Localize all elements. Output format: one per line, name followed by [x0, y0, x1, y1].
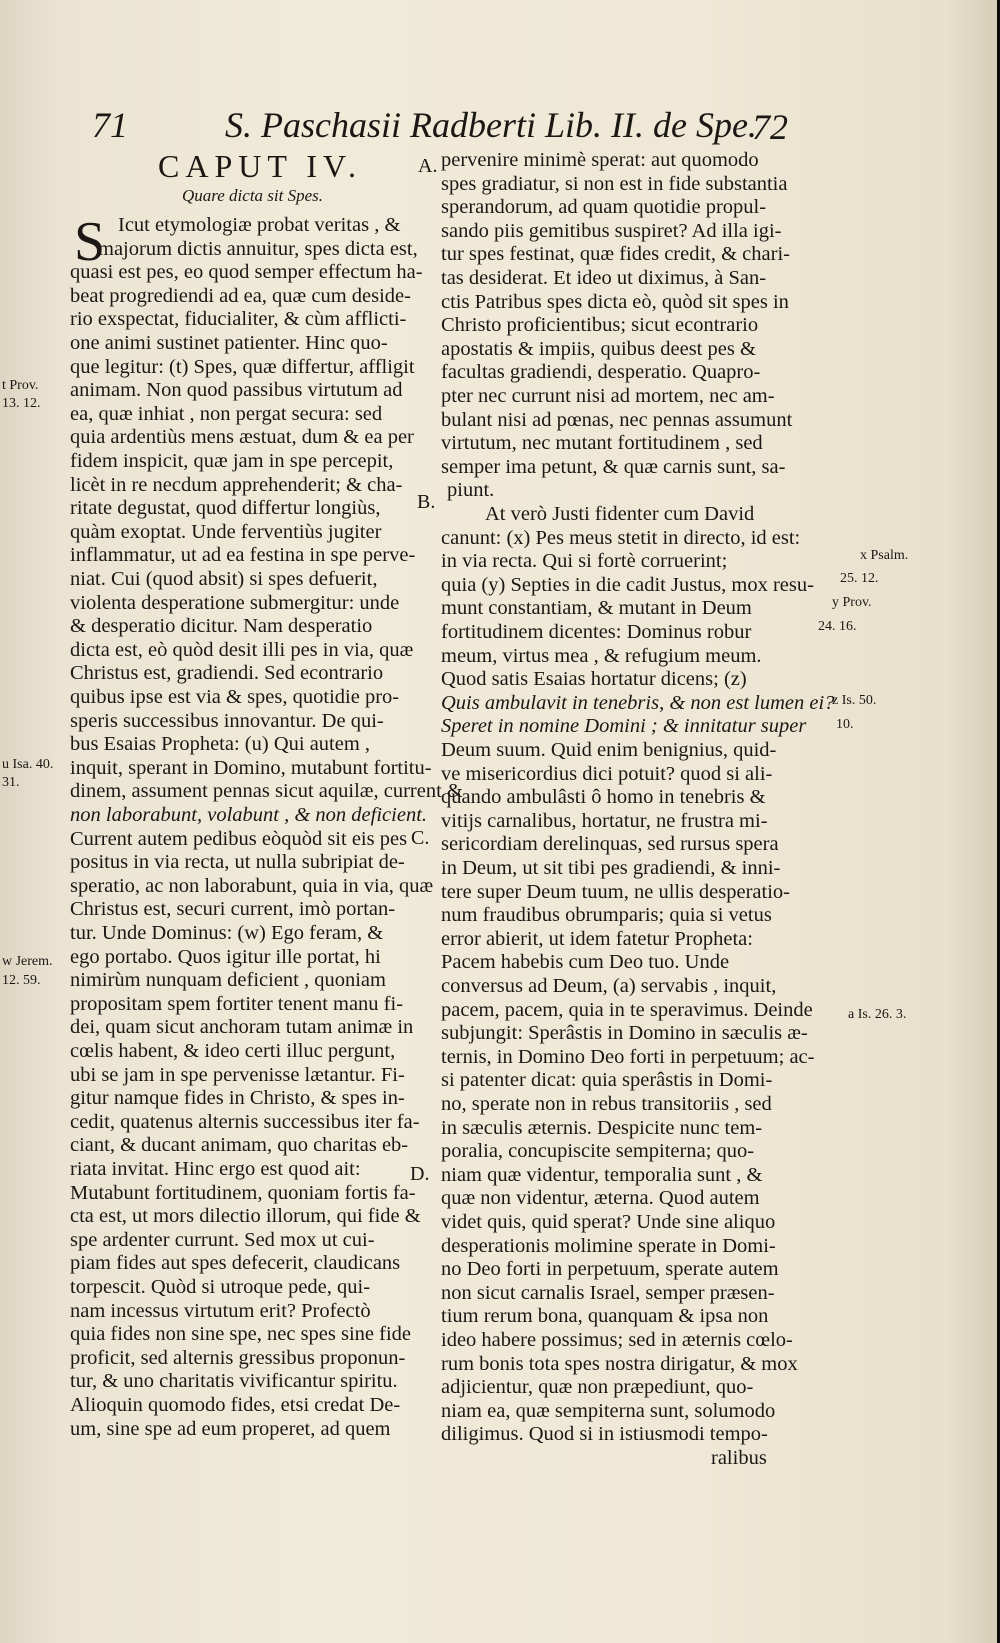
- right-text-line: non sicut carnalis Israel, semper præsen-: [441, 1281, 775, 1304]
- right-text-line: rum bonis tota spes nostra dirigatur, & mox: [441, 1352, 798, 1375]
- right-text-line: in Deum, ut sit tibi pes gradiendi, & inni-: [441, 857, 781, 879]
- left-text-line: inquit, sperant in Domino, mutabunt fortitu-: [70, 756, 432, 779]
- left-text-line: majorum dictis annuitur, spes dicta est,: [98, 237, 418, 260]
- margin-note-right: a Is. 26. 3.: [848, 1007, 907, 1022]
- left-text-line: cta est, ut mors dilectio illorum, qui fide &: [70, 1205, 421, 1228]
- left-text-line: quia ardentiùs mens æstuat, dum & ea per: [70, 426, 414, 449]
- right-text-line: in via recta. Qui si fortè corruerint;: [441, 550, 728, 573]
- left-text-line: speratio, ac non laborabunt, quia in via, quæ: [70, 874, 434, 897]
- right-text-line: munt constantiam, & mutant in Deum: [441, 597, 752, 620]
- left-text-line: beat progrediendi ad ea, quæ cum deside-: [70, 284, 411, 307]
- right-text-line: si patenter dicat: quia sperâstis in Domi-: [441, 1069, 773, 1092]
- right-text-line: in sæculis æternis. Despicite nunc tem-: [441, 1116, 763, 1139]
- section-letter-b: B.: [417, 491, 436, 513]
- left-text-line: um, sine spe ad eum properet, ad quem: [70, 1417, 391, 1440]
- right-text-line: ternis, in Domino Deo forti in perpetuum; ac-: [441, 1045, 815, 1068]
- right-text-line: niam quæ videntur, temporalia sunt , &: [441, 1163, 763, 1186]
- left-text-line: Mutabunt fortitudinem, quoniam fortis fa-: [70, 1181, 416, 1204]
- left-text-line: quasi est pes, eo quod semper effectum ha-: [70, 261, 423, 284]
- left-text-line: ritate degustat, quod differtur longiùs,: [70, 497, 381, 520]
- margin-note-right: 24. 16.: [818, 619, 857, 634]
- right-text-line: quia (y) Septies in die cadit Justus, mox resu-: [441, 573, 814, 596]
- drop-cap: S: [74, 211, 106, 273]
- left-text-line: ubi se jam in spe pervenisse lætantur. Fi-: [70, 1063, 405, 1086]
- right-text-line: bulant nisi ad pœnas, nec pennas assumunt: [441, 408, 793, 431]
- left-text-line: speris successibus innovantur. De qui-: [70, 709, 384, 732]
- right-text-line: Deum suum. Quid enim benignius, quid-: [441, 739, 777, 761]
- right-text-line: niam ea, quæ sempiterna sunt, solumodo: [441, 1399, 776, 1422]
- right-text-line: tur spes festinat, quæ fides credit, & chari-: [441, 243, 790, 266]
- right-text-line: Quod satis Esaias hortatur dicens; (z): [441, 668, 747, 691]
- margin-note-right: 25. 12.: [840, 571, 879, 586]
- right-text-line: videt quis, quid sperat? Unde sine aliquo: [441, 1211, 776, 1233]
- right-text-line: adjicientur, quæ non præpediunt, quo-: [441, 1376, 754, 1399]
- right-text-line: meum, virtus mea , & refugium meum.: [441, 644, 762, 667]
- left-text-line: Christus est, gradiendi. Sed econtrario: [70, 662, 384, 685]
- right-text-line: num fraudibus obrumparis; quia si vetus: [441, 904, 772, 927]
- right-text-line: sperandorum, ad quam quotidie propul-: [441, 196, 767, 219]
- right-text-line: Christo proficientibus; sicut econtrario: [441, 314, 759, 337]
- left-text-line: inflammatur, ut ad ea festina in spe perve-: [70, 544, 416, 567]
- left-text-line: quia fides non sine spe, nec spes sine fide: [70, 1323, 412, 1346]
- left-text-line: quibus ipse est via & spes, quotidie pro-: [70, 686, 400, 708]
- right-text-line: semper ima petunt, & quæ carnis sunt, sa-: [441, 455, 786, 478]
- margin-note-left: u Isa. 40.: [2, 757, 54, 772]
- chapter-title: CAPUT IV.: [158, 148, 362, 184]
- margin-note-right: y Prov.: [832, 595, 872, 610]
- left-text-line: tur. Unde Dominus: (w) Ego feram, &: [70, 922, 384, 944]
- page-number-left: 71: [92, 105, 128, 145]
- right-text-line: conversus ad Deum, (a) servabis , inquit,: [441, 975, 777, 997]
- right-text-line: fortitudinem dicentes: Dominus robur: [441, 621, 752, 643]
- left-text-line: niat. Cui (quod absit) si spes defuerit,: [70, 568, 378, 590]
- right-text-line: pacem, pacem, quia in te speravimus. Deinde: [441, 998, 813, 1021]
- margin-note-left: w Jerem.: [2, 954, 53, 969]
- right-text-line: poralia, concupiscite sempiterna; quo-: [441, 1140, 755, 1163]
- left-text-line: one animi sustinet patienter. Hinc quo-: [70, 332, 388, 354]
- right-text-line: facultas gradiendi, desperatio. Quapro-: [441, 361, 761, 384]
- right-text-line: desperationis molimine sperate in Domi-: [441, 1234, 776, 1257]
- left-text-line: licèt in re necdum apprehenderit; & cha-: [70, 473, 403, 496]
- left-text-line: Christus est, securi current, imò portan-: [70, 898, 396, 921]
- section-letter-c: C.: [411, 827, 430, 849]
- left-text-line: propositam spem fortiter tenent manu fi-: [70, 992, 404, 1015]
- right-text-line: apostatis & impiis, quibus deest pes &: [441, 337, 756, 360]
- right-text-line: diligimus. Quod si in istiusmodi tempo-: [441, 1423, 768, 1446]
- left-text-line: quàm exoptat. Unde ferventiùs jugiter: [70, 520, 382, 543]
- left-text-line: fidem inspicit, quæ jam in spe percepit,: [70, 450, 394, 472]
- right-text-line: no, sperate non in rebus transitoriis , sed: [441, 1093, 772, 1115]
- left-text-line: gitur namque fides in Christo, & spes in-: [70, 1087, 405, 1110]
- right-text-line: tas desiderat. Et ideo ut diximus, à San-: [441, 267, 767, 289]
- margin-note-right: 10.: [836, 717, 854, 732]
- left-text-line: rio exspectat, fiducialiter, & cùm afflicti-: [70, 308, 407, 331]
- left-text-line: dinem, assument pennas sicut aquilæ, current &: [70, 780, 463, 803]
- right-text-line: quando ambulâsti ô homo in tenebris &: [441, 786, 766, 809]
- right-text-line: subjungit: Sperâstis in Domino in sæculis æ-: [441, 1022, 808, 1045]
- right-text-line: canunt: (x) Pes meus stetit in directo, id est:: [441, 526, 801, 549]
- right-text-line: ve misericordius dici potuit? quod si ali-: [441, 762, 773, 785]
- margin-note-left: t Prov.: [2, 378, 39, 393]
- left-text-line: piam fides aut spes defecerit, claudicans: [70, 1252, 401, 1275]
- right-text-line: piunt.: [447, 479, 495, 502]
- right-text-line: At verò Justi fidenter cum David: [485, 503, 755, 525]
- left-text-line: non laborabunt, volabunt , & non deficient.: [70, 804, 428, 826]
- right-text-line: pervenire minimè sperat: aut quomodo: [441, 149, 759, 171]
- right-text-line: error abierit, ut idem fatetur Propheta:: [441, 927, 753, 950]
- left-text-line: proficit, sed alternis gressibus proponun-: [70, 1346, 406, 1369]
- chapter-subtitle: Quare dicta sit Spes.: [182, 186, 324, 205]
- left-text-line: ciant, & ducant animam, quo charitas eb-: [70, 1134, 409, 1157]
- left-text-line: riata invitat. Hinc ergo est quod ait:: [70, 1158, 361, 1180]
- margin-note-left: 12. 59.: [2, 973, 41, 988]
- right-text-line: tium rerum bona, quanquam & ipsa non: [441, 1305, 769, 1328]
- left-text-line: spe ardenter currunt. Sed mox ut cui-: [70, 1228, 375, 1251]
- right-text-line: quæ non videntur, æterna. Quod autem: [441, 1187, 760, 1210]
- right-text-line: pter nec currunt nisi ad mortem, nec am-: [441, 385, 775, 407]
- right-text-line: ideo habere possimus; sed in æternis cœlo-: [441, 1329, 793, 1351]
- margin-note-left: 13. 12.: [2, 396, 41, 411]
- right-text-line: tere super Deum tuum, ne ullis desperatio-: [441, 880, 790, 903]
- margin-note-left: 31.: [2, 775, 20, 790]
- left-text-line: Alioquin quomodo fides, etsi credat De-: [70, 1394, 401, 1416]
- section-letter-d: D.: [410, 1163, 430, 1185]
- right-text-line: Quis ambulavit in tenebris, & non est lumen ei?: [441, 691, 835, 714]
- left-text-line: que legitur: (t) Spes, quæ differtur, affligit: [70, 355, 415, 378]
- right-text-line: vitijs carnalibus, hortatur, ne frustra mi-: [441, 809, 768, 832]
- right-text-line: virtutum, nec mutant fortitudinem , sed: [441, 432, 763, 455]
- section-letter-a: A.: [418, 155, 438, 177]
- right-text-line: Pacem habebis cum Deo tuo. Unde: [441, 951, 730, 974]
- left-text-line: bus Esaias Propheta: (u) Qui autem ,: [70, 733, 371, 756]
- right-text-line: Speret in nomine Domini ; & innitatur super: [441, 715, 807, 738]
- right-text-line: ctis Patribus spes dicta eò, quòd sit spes in: [441, 290, 789, 313]
- left-text-line: nam incessus virtutum erit? Profectò: [70, 1299, 371, 1322]
- left-text-line: Current autem pedibus eòquòd sit eis pes: [70, 827, 408, 850]
- right-text-line: spes gradiatur, si non est in fide substantia: [441, 172, 788, 195]
- left-text-line: tur, & uno charitatis vivificantur spiritu.: [70, 1370, 398, 1393]
- margin-note-right: x Psalm.: [860, 548, 909, 563]
- left-text-line: positus in via recta, ut nulla subripiat de-: [70, 851, 405, 874]
- right-text-line: sando piis gemitibus suspiret? Ad illa igi-: [441, 219, 782, 242]
- left-text-line: dei, quam sicut anchoram tutam animæ in: [70, 1016, 414, 1039]
- right-text-line: no Deo forti in perpetuum, sperate autem: [441, 1258, 779, 1281]
- margin-note-right: z Is. 50.: [832, 693, 877, 708]
- left-text-line: dicta est, eò quòd desit illi pes in via, quæ: [70, 638, 414, 661]
- left-text-line: violenta desperatione submergitur: unde: [70, 591, 400, 614]
- left-text-line: & desperatio dicitur. Nam desperatio: [70, 615, 373, 638]
- page-number-right: 72: [752, 107, 788, 147]
- left-text-line: nimirùm nunquam deficient , quoniam: [70, 969, 386, 992]
- left-text-line: cœlis habent, & ideo certi illuc pergunt,: [70, 1040, 396, 1062]
- right-text-line: ralibus: [711, 1447, 767, 1469]
- left-text-line: Icut etymologiæ probat veritas , &: [118, 214, 401, 236]
- left-text-line: ego portabo. Quos igitur ille portat, hi: [70, 945, 381, 968]
- left-text-line: torpescit. Quòd si utroque pede, qui-: [70, 1276, 371, 1298]
- left-text-line: cedit, quatenus alternis successibus iter fa-: [70, 1110, 420, 1133]
- running-title: S. Paschasii Radberti Lib. II. de Spe.: [225, 105, 757, 145]
- left-text-line: ea, quæ inhiat , non pergat secura: sed: [70, 402, 383, 425]
- left-text-line: animam. Non quod passibus virtutum ad: [70, 379, 403, 402]
- right-text-line: sericordiam derelinquas, sed rursus spera: [441, 833, 779, 856]
